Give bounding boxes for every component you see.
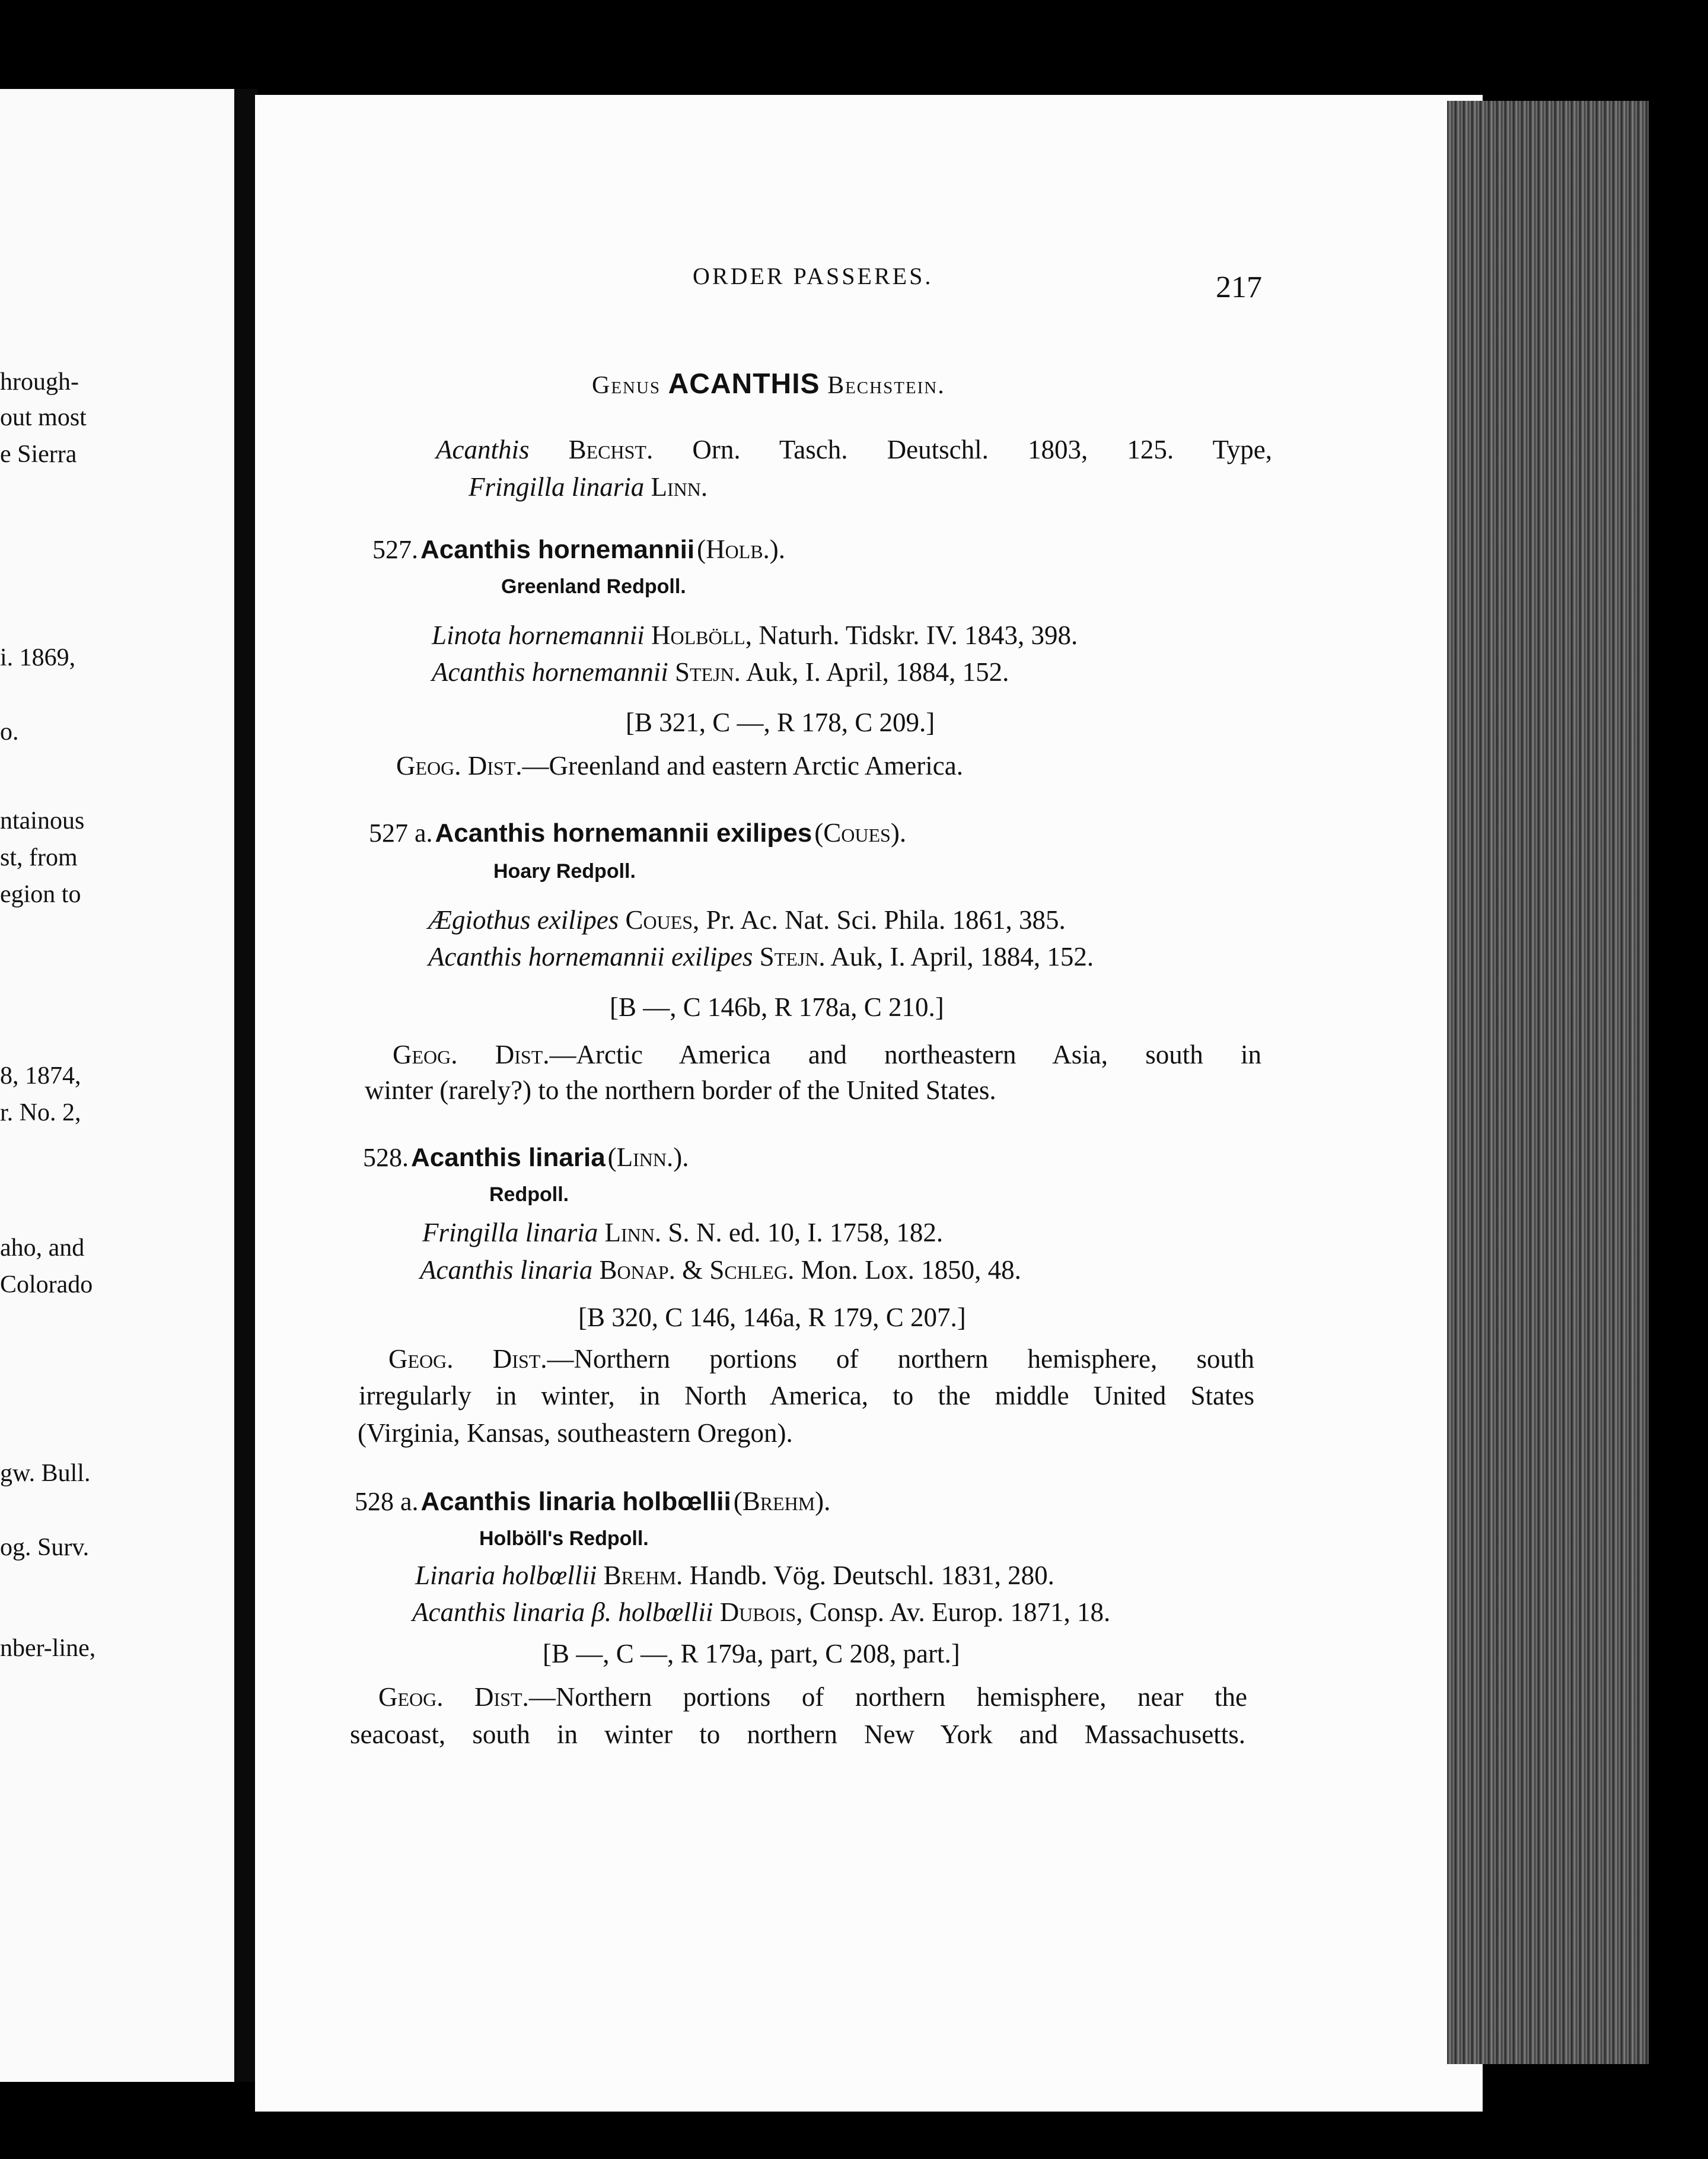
geo-text: Northern portions of northern hemisphere, south [573, 1344, 1254, 1374]
species-heading [369, 817, 906, 848]
left-line: Colorado [0, 1271, 93, 1298]
common-name: Holböll's Redpoll. [479, 1527, 649, 1550]
genus-reference [436, 434, 1272, 465]
geo-text: Northern portions of northern hemisphere, near the [555, 1682, 1247, 1712]
genus-type-italic: Fringilla linaria [469, 472, 645, 502]
genus-type-species [469, 472, 708, 502]
species-name: Acanthis linaria holbœllii [420, 1487, 731, 1516]
left-line: o. [0, 718, 19, 746]
species-author: (Holb.). [697, 534, 786, 564]
species-name: Acanthis hornemannii [420, 535, 695, 564]
left-line: out most [0, 404, 87, 431]
running-title: ORDER PASSERES. [693, 263, 933, 289]
left-line: 8, 1874, [0, 1062, 81, 1090]
left-line: egion to [0, 881, 81, 908]
geo-text-line: irregularly in winter, in North America, to the middle United States [359, 1381, 1254, 1410]
synonym-author: Holböll, [651, 620, 752, 650]
synonym-text: Handb. Vög. Deutschl. 1831, 280. [689, 1561, 1054, 1590]
synonym-italic: Linaria holbœllii [415, 1561, 597, 1590]
left-line: e Sierra [0, 441, 77, 468]
species-number: 527. [372, 535, 418, 564]
genus-ref-type: Type, [1212, 435, 1273, 464]
synonym-text: Pr. Ac. Nat. Sci. Phila. 1861, 385. [706, 905, 1066, 935]
genus-name: ACANTHIS [668, 368, 820, 400]
synonym-text: S. N. ed. 10, I. 1758, 182. [668, 1218, 944, 1247]
synonym-author: Stejn. [759, 942, 826, 972]
geographic-distribution [396, 750, 963, 781]
synonym-text: Mon. Lox. 1850, 48. [801, 1255, 1021, 1285]
synonym-line [415, 1560, 1054, 1591]
synonym-text: Auk, I. April, 1884, 152. [830, 942, 1094, 972]
genus-type-author: Linn. [651, 472, 708, 502]
synonym-italic: Acanthis hornemannii [432, 657, 668, 687]
geo-text-line: winter (rarely?) to the northern border of the United States. [365, 1075, 996, 1105]
synonym-line [412, 1597, 1110, 1628]
geo-text-line: (Virginia, Kansas, southeastern Oregon). [358, 1418, 793, 1448]
synonym-author: Coues, [625, 905, 700, 935]
geo-label: Geog. Dist.— [393, 1040, 576, 1069]
species-number: 528. [363, 1143, 409, 1172]
geo-text-line: seacoast, south in winter to northern New York and Massachusetts. [350, 1719, 1245, 1749]
geographic-distribution [378, 1682, 1247, 1712]
synonym-author: Stejn. [674, 657, 741, 687]
left-line: gw. Bull. [0, 1460, 91, 1487]
left-line: og. Surv. [0, 1534, 90, 1561]
left-line: ntainous [0, 807, 85, 835]
species-author: (Linn.). [607, 1142, 689, 1172]
synonym-italic: Fringilla linaria [422, 1218, 598, 1247]
genus-ref-italic: Acanthis [436, 435, 530, 464]
synonym-line [420, 1254, 1021, 1285]
geographic-distribution [388, 1343, 1254, 1374]
left-line: hrough- [0, 368, 79, 396]
synonym-text: Consp. Av. Europ. 1871, 18. [809, 1597, 1111, 1627]
synonym-text: Auk, I. April, 1884, 152. [745, 657, 1009, 687]
geographic-distribution [393, 1039, 1261, 1070]
catalogue-refs: [B 321, C —, R 178, C 209.] [626, 708, 935, 737]
synonym-line [428, 941, 1094, 972]
synonym-italic: Acanthis linaria β. holbœllii [412, 1597, 713, 1627]
page-number: 217 [1216, 270, 1262, 304]
genus-author: Bechstein. [827, 372, 945, 399]
catalogue-refs: [B 320, C 146, 146a, R 179, C 207.] [578, 1303, 966, 1332]
geo-text: Arctic America and northeastern Asia, south in [576, 1040, 1261, 1069]
left-line: st, from [0, 844, 78, 871]
genus-prefix: Genus [592, 372, 661, 399]
book-gutter [234, 89, 258, 2082]
left-line: r. No. 2, [0, 1099, 81, 1126]
synonym-italic: Acanthis linaria [420, 1255, 593, 1285]
page-edges [1447, 101, 1649, 2064]
synonym-line [422, 1217, 943, 1248]
synonym-line [432, 620, 1078, 651]
species-name: Acanthis linaria [411, 1143, 606, 1172]
synonym-line [428, 905, 1066, 935]
geo-label: Geog. Dist.— [378, 1682, 556, 1712]
synonym-author: Brehm. [603, 1561, 683, 1590]
left-line: aho, and [0, 1234, 85, 1262]
genus-heading [592, 368, 945, 400]
species-author: (Brehm). [733, 1486, 831, 1516]
common-name: Greenland Redpoll. [501, 575, 686, 598]
synonym-italic: Ægiothus exilipes [428, 905, 619, 935]
synonym-author: Linn. [604, 1218, 662, 1247]
synonym-author: Bonap. & Schleg. [599, 1255, 795, 1285]
genus-ref-author: Bechst. [568, 435, 654, 464]
catalogue-refs: [B —, C 146b, R 178a, C 210.] [610, 992, 944, 1022]
species-heading [363, 1142, 689, 1173]
left-page [0, 89, 234, 2082]
species-heading [355, 1486, 830, 1517]
species-heading [372, 534, 785, 565]
left-line: nber-line, [0, 1635, 96, 1662]
synonym-line [432, 657, 1009, 687]
species-number: 527 a. [369, 819, 433, 848]
left-line: i. 1869, [0, 644, 76, 671]
species-name: Acanthis hornemannii exilipes [435, 819, 812, 848]
geo-label: Geog. Dist.— [388, 1344, 574, 1374]
common-name: Hoary Redpoll. [493, 860, 636, 883]
synonym-text: Naturh. Tidskr. IV. 1843, 398. [759, 620, 1078, 650]
synonym-author: Dubois, [719, 1597, 803, 1627]
geo-label: Geog. Dist.— [396, 751, 549, 781]
species-author: (Coues). [814, 818, 907, 848]
synonym-italic: Acanthis hornemannii exilipes [428, 942, 753, 972]
geo-text: Greenland and eastern Arctic America. [549, 751, 963, 781]
catalogue-refs: [B —, C —, R 179a, part, C 208, part.] [543, 1639, 960, 1668]
common-name: Redpoll. [489, 1183, 569, 1206]
genus-ref-text: Orn. Tasch. Deutschl. 1803, 125. [692, 435, 1174, 464]
species-number: 528 a. [355, 1487, 419, 1516]
synonym-italic: Linota hornemannii [432, 620, 645, 650]
